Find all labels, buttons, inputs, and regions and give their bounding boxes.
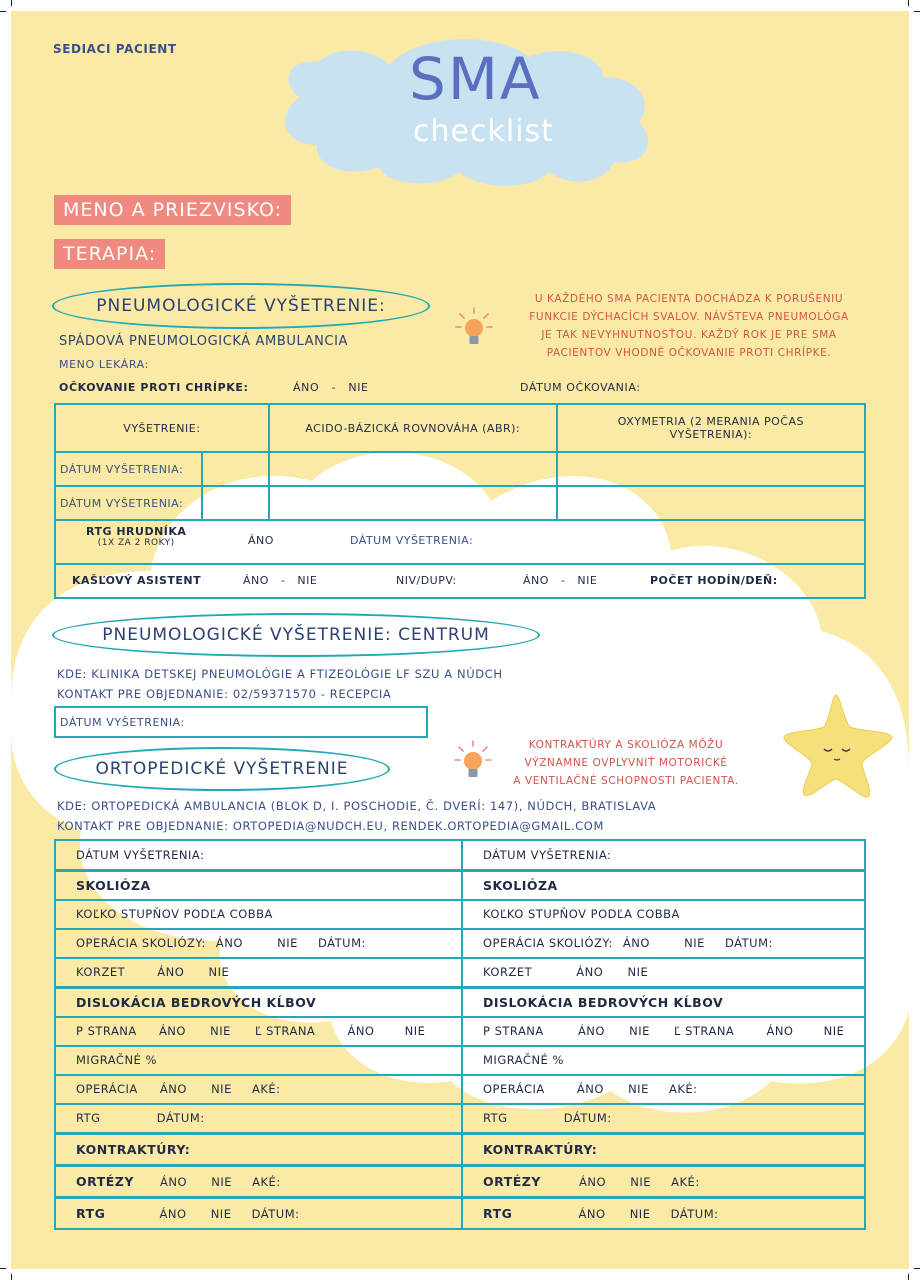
contractures-left[interactable]: KONTRAKTÚRY: [55,1133,462,1165]
contractures-right[interactable]: KONTRAKTÚRY: [462,1133,865,1165]
note-line: A VENTILAČNÉ SCHOPNOSTI PACIENTA. [513,775,739,787]
exam-date-cell[interactable] [202,452,269,486]
rtg-option: ÁNO [248,534,274,547]
title-sub: checklist [413,114,554,149]
ortho-table [54,839,866,1230]
yes-option[interactable]: ÁNO [347,1024,375,1038]
cell-label: RTG [76,1111,101,1125]
scoliosis-right: SKOLIÓZA [462,870,865,900]
scoliosis-left: SKOLIÓZA [55,870,462,900]
no-option[interactable]: NIE [627,965,649,979]
cell-label: DÁTUM: [156,1111,205,1125]
vaccine-date: DÁTUM OČKOVANIA: [520,381,641,394]
centrum-title: PNEUMOLOGICKÉ VYŠETRENIE: CENTRUM [52,613,540,657]
ortho-where: KDE: ORTOPEDICKÁ AMBULANCIA (BLOK D, I. POSCHODIE, Č. DVERÍ: 147), NÚDCH, BRATISLAVA [57,799,657,813]
cell-label: Ľ STRANA [255,1024,316,1038]
oximetry-cell[interactable] [557,452,865,486]
cell-label: AKÉ: [252,1174,281,1189]
migration-left[interactable]: MIGRAČNÉ % [55,1046,462,1075]
cobb-right[interactable]: KOĽKO STUPŇOV PODĽA COBBA [462,900,865,929]
header-abr: ACIDO-BÁZICKÁ ROVNOVÁHA (ABR): [269,404,557,452]
yes-option[interactable]: ÁNO [622,936,650,950]
rtg-row [55,520,865,564]
crop-mark [11,0,12,6]
therapy-tag: TERAPIA: [54,239,165,269]
no-option[interactable]: NIE [211,1082,232,1096]
sides-left[interactable] [55,1017,462,1046]
cell-label: P STRANA [483,1024,544,1038]
cell-label: KORZET [483,965,533,979]
centrum-where: KDE: KLINIKA DETSKEJ PNEUMOLÓGIE A FTIZEOLÓGIE LF SZU A NÚDCH [57,667,503,681]
cell-label: RTG [483,1205,513,1221]
vaccine-options: ÁNO - NIE [293,381,369,394]
orthoses-left[interactable] [55,1165,462,1197]
rtg-hips-right[interactable] [462,1104,865,1134]
rtg-hips-left[interactable] [55,1104,462,1134]
hips-right: DISLOKÁCIA BEDROVÝCH KĹBOV [462,987,865,1017]
note-line: U KAŽDÉHO SMA PACIENTA DOCHÁDZA K PORUŠENIU [534,293,844,305]
migration-right[interactable]: MIGRAČNÉ % [462,1046,865,1075]
yes-option[interactable]: ÁNO [577,1024,605,1038]
note-line: FUNKCIE DÝCHACÍCH SVALOV. NÁVŠTEVA PNEUMOLÓGA [529,311,849,323]
vaccine-label: OČKOVANIE PROTI CHRÍPKE: [59,381,249,394]
rtg-frequency: (1X ZA 2 ROKY) [97,538,175,548]
cell-label: KORZET [76,965,126,979]
cell-label: DÁTUM: [670,1206,719,1221]
yes-option[interactable]: ÁNO [576,965,604,979]
no-option[interactable]: NIE [210,1206,232,1221]
cell-label: DÁTUM: [251,1206,300,1221]
cell-label: RTG [483,1111,508,1125]
yes-option[interactable]: ÁNO [157,965,185,979]
exam-date-label: DÁTUM VYŠETRENIA: [55,486,202,520]
cell-label: AKÉ: [669,1082,698,1096]
rtg-title: RTG HRUDNÍKA [86,525,187,538]
ortho-date-left[interactable] [55,840,462,870]
no-option[interactable]: NIE [211,1174,232,1189]
yes-option[interactable]: ÁNO [160,1174,188,1189]
centrum-date-field[interactable] [54,706,428,738]
no-option[interactable]: NIE [277,936,298,950]
seating-label: SEDIACI PACIENT [53,42,177,56]
cell-label: DÁTUM: [318,936,366,950]
yes-option[interactable]: ÁNO [766,1024,794,1038]
crop-mark [908,0,909,6]
exam-date-label: DÁTUM VYŠETRENIA: [55,452,202,486]
cough-options: ÁNO - NIE [243,574,318,587]
no-option[interactable]: NIE [210,1024,231,1038]
niv-label: NIV/DUPV: [396,574,457,587]
rtg-date: DÁTUM VYŠETRENIA: [350,534,474,547]
yes-option[interactable]: ÁNO [215,936,243,950]
cell-label: DÁTUM VYŠETRENIA: [76,847,205,862]
hips-left: DISLOKÁCIA BEDROVÝCH KĹBOV [55,987,462,1017]
ortho-date-right[interactable] [462,840,865,870]
op-scoliosis-left[interactable] [55,929,462,958]
cell-label: OPERÁCIA [76,1082,138,1096]
header-exam: VYŠETRENIE: [55,404,269,452]
cough-row [55,564,865,598]
no-option[interactable]: NIE [630,1174,651,1189]
crop-mark [0,1268,6,1269]
note-line: KONTRAKTÚRY A SKOLIÓZA MÔŽU [528,739,724,751]
cough-label: KAŠĽOVÝ ASISTENT [72,574,202,587]
note-line: JE TAK NEVYHNUTNOSŤOU. KAŽDÝ ROK JE PRE SMA [541,329,837,341]
hours-label: POČET HODÍN/DEŇ: [650,574,778,587]
cell-label: AKÉ: [671,1174,700,1189]
pneumo-note [499,290,879,362]
pneumo-title: PNEUMOLOGICKÉ VYŠETRENIE: [52,283,430,329]
sides-right[interactable] [462,1017,865,1046]
header-oximetry: OXYMETRIA (2 MERANIA POČAS VYŠETRENIA): [557,404,865,452]
op-scoliosis-right[interactable] [462,929,865,958]
yes-option[interactable]: ÁNO [576,1082,604,1096]
cell-label: OPERÁCIA SKOLIÓZY: [483,936,613,950]
cell-label: DÁTUM VYŠETRENIA: [483,847,612,862]
cobb-left[interactable]: KOĽKO STUPŇOV PODĽA COBBA [55,900,462,929]
pneumo-subtitle: SPÁDOVÁ PNEUMOLOGICKÁ AMBULANCIA [59,334,349,349]
name-tag: MENO A PRIEZVISKO: [54,195,291,225]
crop-mark [914,1268,920,1269]
sleepy-star-icon [778,691,898,801]
note-line: PACIENTOV VHODNÉ OČKOVANIE PROTI CHRÍPKE. [546,347,832,359]
crop-mark [908,1274,909,1280]
rtg-final-left[interactable] [55,1197,462,1229]
no-option[interactable]: NIE [684,936,705,950]
ortho-contact: KONTAKT PRE OBJEDNANIE: ORTOPEDIA@NUDCH.EU, RENDEK.ORTOPEDIA@GMAIL.COM [57,819,604,833]
cell-label: OPERÁCIA SKOLIÓZY: [76,936,206,950]
yes-option[interactable]: ÁNO [579,1174,607,1189]
checklist-page [11,11,909,1269]
ortho-note [486,736,766,790]
cell-label: DÁTUM: [563,1111,612,1125]
yes-option[interactable]: ÁNO [578,1206,606,1221]
centrum-date-label: DÁTUM VYŠETRENIA: [60,716,185,729]
cell-label: OPERÁCIA [483,1082,545,1096]
cell-label: RTG [76,1205,106,1221]
niv-options: ÁNO - NIE [523,574,598,587]
crop-mark [0,11,6,12]
cell-label: ORTÉZY [483,1173,541,1189]
yes-option[interactable]: ÁNO [159,1082,187,1096]
yes-option[interactable]: ÁNO [159,1206,187,1221]
centrum-contact: KONTAKT PRE OBJEDNANIE: 02/59371570 - RECEPCIA [57,687,392,701]
abr-cell[interactable] [269,486,557,520]
korzet-left[interactable] [55,958,462,988]
lightbulb-icon [454,306,494,350]
operation-left[interactable] [55,1075,462,1104]
no-option[interactable]: NIE [629,1024,650,1038]
no-option[interactable]: NIE [208,965,230,979]
rtg-final-right[interactable] [462,1197,865,1229]
abr-cell[interactable] [269,452,557,486]
operation-right[interactable] [462,1075,865,1104]
ortho-title: ORTOPEDICKÉ VYŠETRENIE [54,747,390,791]
cell-label: AKÉ: [252,1082,281,1096]
note-line: VÝZNAMNE OVPLYVNIŤ MOTORICKÉ [524,757,728,769]
no-option[interactable]: NIE [628,1082,649,1096]
yes-option[interactable]: ÁNO [158,1024,186,1038]
doctor-label: MENO LEKÁRA: [59,358,149,371]
cell-label: Ľ STRANA [674,1024,735,1038]
oximetry-cell[interactable] [557,486,865,520]
pneumo-table [54,403,866,599]
no-option[interactable]: NIE [629,1206,651,1221]
crop-mark [11,1274,12,1280]
no-option[interactable]: NIE [823,1024,845,1038]
no-option[interactable]: NIE [404,1024,426,1038]
exam-date-cell[interactable] [202,486,269,520]
orthoses-right[interactable] [462,1165,865,1197]
cell-label: P STRANA [76,1024,137,1038]
korzet-right[interactable] [462,958,865,988]
cell-label: DÁTUM: [725,936,773,950]
rtg-label [86,525,186,548]
cell-label: ORTÉZY [76,1173,134,1189]
title-main: SMA [409,45,542,113]
crop-mark [914,11,920,12]
